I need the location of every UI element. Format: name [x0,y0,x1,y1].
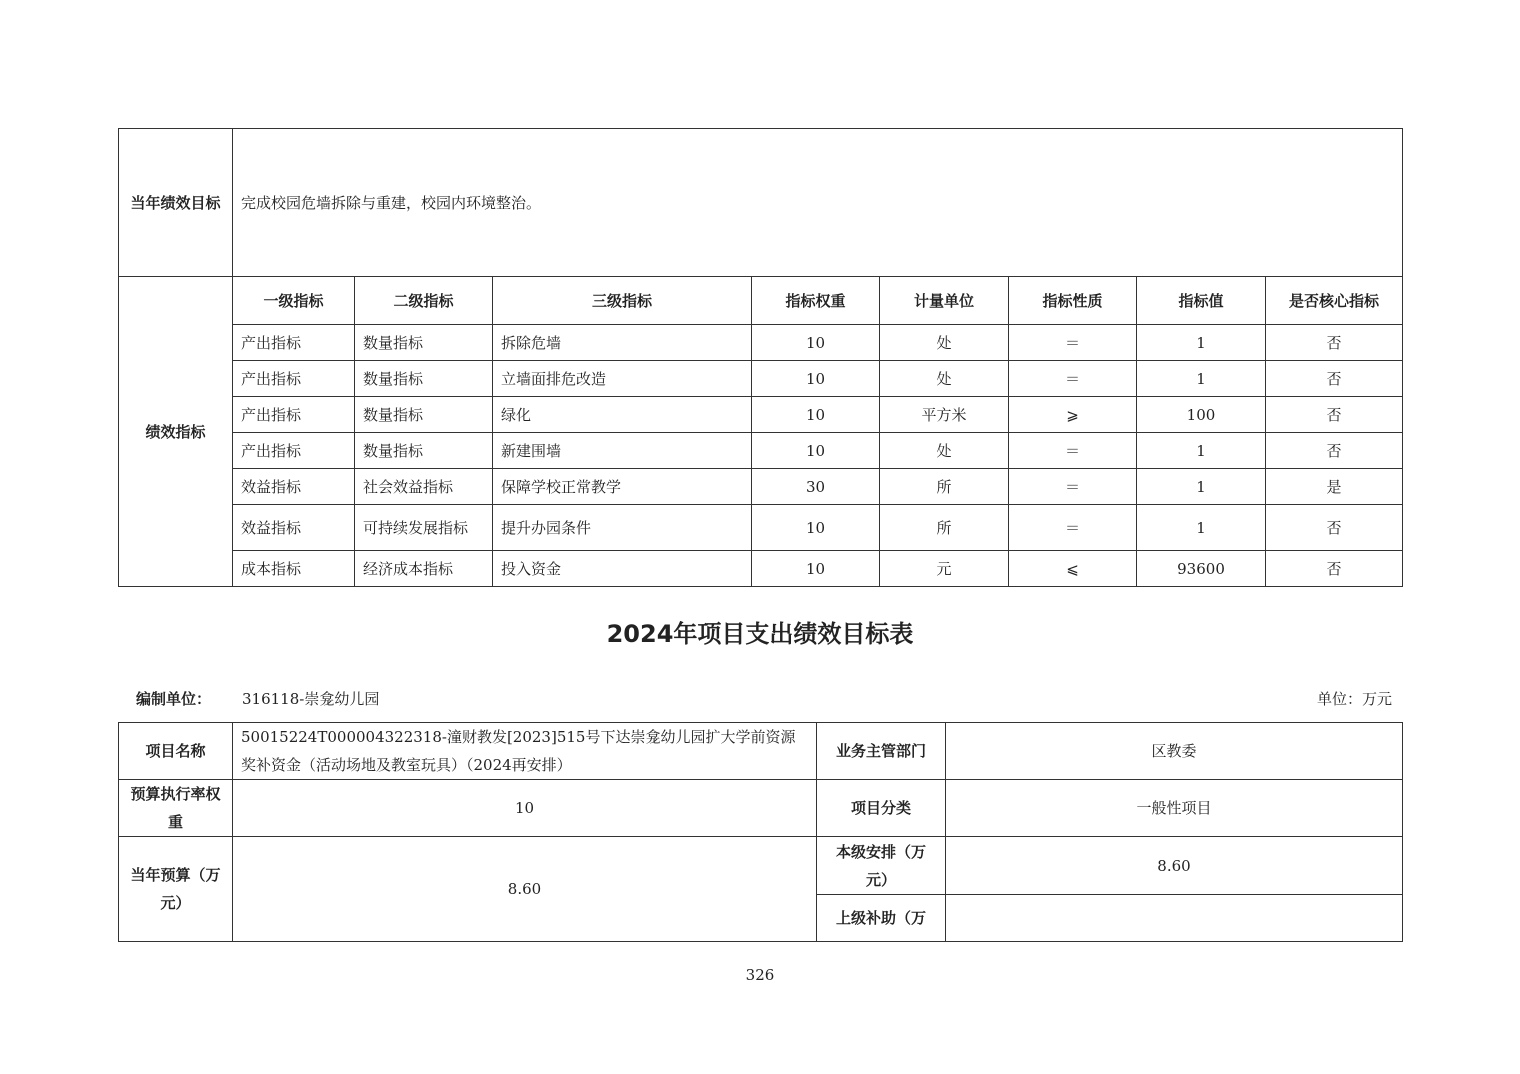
table-cell: 1 [1137,505,1266,551]
org-value: 316118-崇龛幼儿园 [242,690,380,708]
column-header: 计量单位 [880,277,1009,325]
table-cell: ＝ [1009,469,1137,505]
table-cell: 否 [1266,505,1403,551]
performance-goal-table [118,128,1403,587]
table-row [119,397,1403,433]
subsidy-label: 上级补助（万 [817,895,946,942]
table-row [119,433,1403,469]
table-cell: 拆除危墙 [493,325,752,361]
project-name-value: 50015224T000004322318-潼财教发[2023]515号下达崇龛幼儿园扩大学前资源奖补资金（活动场地及教室玩具）（2024再安排） [233,723,817,780]
table-cell: 30 [752,469,880,505]
table-cell: 数量指标 [355,433,493,469]
column-header: 指标权重 [752,277,880,325]
goal-text: 完成校园危墙拆除与重建，校园内环境整治。 [233,129,1403,277]
page-number: 326 [745,966,775,984]
table-cell: 10 [752,551,880,587]
dept-value: 区教委 [946,723,1403,780]
table-cell: 产出指标 [233,397,355,433]
table-cell: 处 [880,361,1009,397]
table-cell: 效益指标 [233,505,355,551]
table-cell: 10 [752,361,880,397]
subsidy-value [946,895,1403,942]
local-label: 本级安排（万元） [817,837,946,895]
indicators-label: 绩效指标 [119,277,233,587]
table-cell: ＝ [1009,325,1137,361]
table-row [119,551,1403,587]
table-cell: 可持续发展指标 [355,505,493,551]
column-header: 三级指标 [493,277,752,325]
goal-label: 当年绩效目标 [119,129,233,277]
table-row [119,505,1403,551]
column-header: 是否核心指标 [1266,277,1403,325]
column-header: 一级指标 [233,277,355,325]
table-row [119,361,1403,397]
budget-label: 当年预算（万元） [119,837,233,942]
category-label: 项目分类 [817,780,946,837]
rate-value: 10 [233,780,817,837]
table-cell: 新建围墙 [493,433,752,469]
table-cell: 处 [880,433,1009,469]
table-cell: 10 [752,433,880,469]
table-cell: 元 [880,551,1009,587]
table-cell: 所 [880,505,1009,551]
table-cell: 否 [1266,325,1403,361]
table-cell: 产出指标 [233,433,355,469]
table-cell: 保障学校正常教学 [493,469,752,505]
table-cell: 提升办园条件 [493,505,752,551]
column-header: 二级指标 [355,277,493,325]
table-cell: 10 [752,325,880,361]
table-row [119,469,1403,505]
table-cell: 否 [1266,361,1403,397]
budget-value: 8.60 [233,837,817,942]
table-cell: 1 [1137,469,1266,505]
table-cell: 1 [1137,325,1266,361]
table-cell: 93600 [1137,551,1266,587]
table-cell: 产出指标 [233,325,355,361]
table-cell: 10 [752,397,880,433]
table-cell: 社会效益指标 [355,469,493,505]
table-cell: ＝ [1009,505,1137,551]
table-cell: 1 [1137,361,1266,397]
unit-note: 单位：万元 [1316,690,1392,708]
table-cell: 所 [880,469,1009,505]
column-header: 指标性质 [1009,277,1137,325]
table-cell: 成本指标 [233,551,355,587]
table-cell: 1 [1137,433,1266,469]
page-title: 2024年项目支出绩效目标表 [606,620,914,648]
table-cell: 100 [1137,397,1266,433]
rate-label: 预算执行率权重 [119,780,233,837]
table-cell: 数量指标 [355,325,493,361]
table-cell: 经济成本指标 [355,551,493,587]
table-row [119,325,1403,361]
table-cell: 是 [1266,469,1403,505]
table-cell: 效益指标 [233,469,355,505]
column-header: 指标值 [1137,277,1266,325]
category-value: 一般性项目 [946,780,1403,837]
table-cell: 立墙面排危改造 [493,361,752,397]
table-cell: 产出指标 [233,361,355,397]
table-cell: ⩾ [1009,397,1137,433]
table-cell: ＝ [1009,433,1137,469]
table-cell: 绿化 [493,397,752,433]
table-cell: 投入资金 [493,551,752,587]
table-cell: 数量指标 [355,361,493,397]
table-cell: ＝ [1009,361,1137,397]
table-cell: 平方米 [880,397,1009,433]
table-cell: 否 [1266,397,1403,433]
dept-label: 业务主管部门 [817,723,946,780]
local-value: 8.60 [946,837,1403,895]
project-info-table [118,722,1403,942]
table-cell: 处 [880,325,1009,361]
org-label: 编制单位： [136,690,212,708]
table-cell: 否 [1266,551,1403,587]
project-name-label: 项目名称 [119,723,233,780]
table-cell: 数量指标 [355,397,493,433]
table-cell: 10 [752,505,880,551]
table-cell: ⩽ [1009,551,1137,587]
table-cell: 否 [1266,433,1403,469]
